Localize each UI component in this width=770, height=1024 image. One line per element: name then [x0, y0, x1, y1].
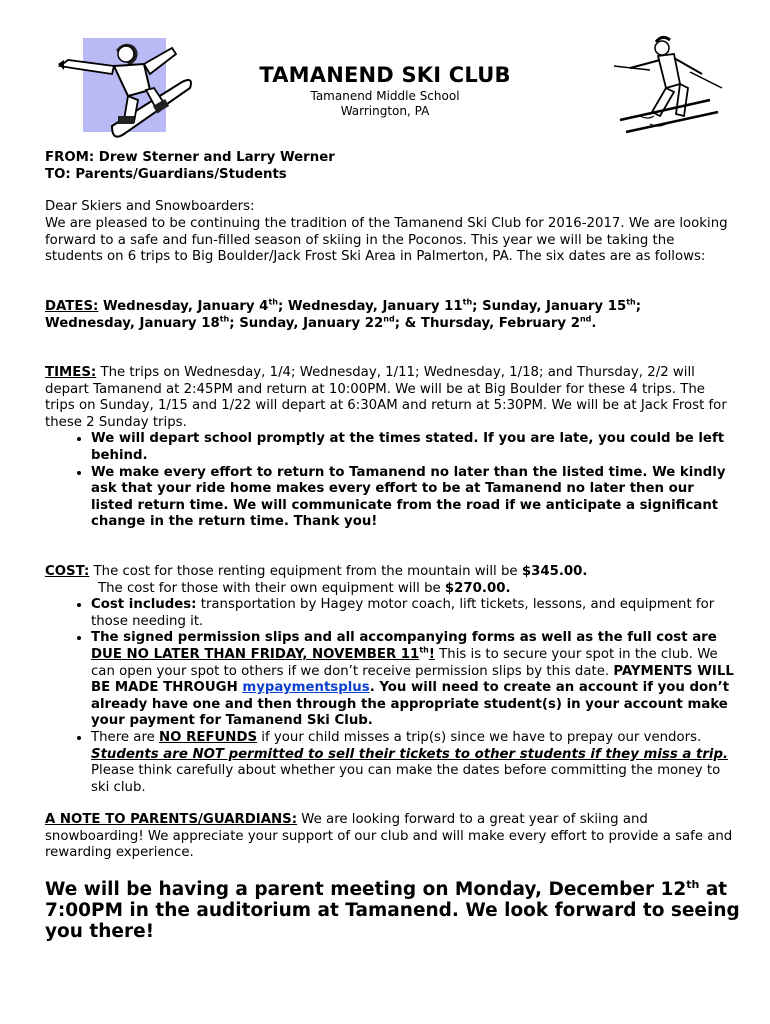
deadline: DUE NO LATER THAN FRIDAY, NOVEMBER 11: [91, 646, 420, 662]
list-item: • Cost includes: transportation by Hagey motor coach, lift tickets, lessons, and equipment for those needing it.: [91, 597, 735, 630]
intro-paragraph: We are pleased to be continuing the tradition of the Tamanend Ski Club for 2016-2017. We are looking forward to a safe and fun-filled season of skiing in the Poconos. This year we will be taking the students on 6 trips to Big Boulder/Jack Frost Ski Area in Palmerton, PA. The six dates are as follows:: [45, 216, 728, 265]
cost-list: [45, 597, 735, 796]
club-title: TAMANEND SKI CLUB: [259, 63, 511, 87]
mypaymentsplus-link[interactable]: mypaymentsplus: [242, 680, 370, 696]
times-label: TIMES:: [45, 365, 97, 380]
cost-section: [45, 564, 735, 796]
school-name: Tamanend Middle School: [310, 89, 460, 103]
school-location: Warrington, PA: [340, 104, 430, 118]
list-item: • We will depart school promptly at the times stated. If you are late, you could be left behind.: [91, 431, 735, 464]
to-line: TO: Parents/Guardians/Students: [45, 167, 287, 182]
from-line: FROM: Drew Sterner and Larry Werner: [45, 150, 335, 165]
greeting: Dear Skiers and Snowboarders:: [45, 199, 255, 214]
list-item: • We make every effort to return to Tamanend no later than the listed time. We kindly ask that your ride home makes every effort to be at Tamanend no later then our listed return time. We will communicate from the road if we anticipate a significant change in the return time. Thank you!: [91, 465, 735, 531]
own-price: $270.00.: [444, 580, 511, 596]
times-list: [45, 431, 735, 531]
own-equipment-line: The cost for those with their own equipment will be $270.00.: [98, 580, 511, 596]
cost-paragraph: COST: The cost for those renting equipment from the mountain will be $345.00.: [45, 564, 588, 579]
list-item: • There are NO REFUNDS if your child misses a trip(s) since we have to prepay our vendors. Students are NOT permitted to sell their tickets to other students if they miss a trip. Please think carefully about whether you can make the dates before committing the money to ski club.: [91, 730, 735, 796]
times-paragraph: TIMES: The trips on Wednesday, 1/4; Wednesday, 1/11; Wednesday, 1/18; and Thursday, 2/2 will depart Tamanend at 2:45PM and return at 10:00PM. We will be at Big Boulder for these 4 trips. The trips on Sunday, 1/15 and 1/22 will depart at 6:30AM and return at 5:30PM. We will be at Jack Frost for these 2 Sunday trips.: [45, 365, 727, 430]
dates-paragraph: DATES: Wednesday, January 4th; Wednesday, January 11th; Sunday, January 15th; Wednesday, January 18th; Sunday, January 22nd; & Thursday, February 2nd.: [45, 297, 642, 331]
cost-label: COST:: [45, 564, 90, 579]
note-paragraph: A NOTE TO PARENTS/GUARDIANS: We are looking forward to a great year of skiing and snowboarding! We appreciate your support of our club and will make every effort to provide a safe and rewarding experience.: [45, 812, 733, 861]
rent-price: $345.00.: [521, 564, 588, 579]
dates-label: DATES:: [45, 299, 99, 314]
times-section: [45, 365, 735, 531]
meeting-announcement: We will be having a parent meeting on Monday, December 12th at 7:00PM in the auditorium at Tamanend. We look forward to seeing you there!: [45, 877, 740, 942]
note-label: A NOTE TO PARENTS/GUARDIANS:: [45, 812, 298, 827]
list-item: • The signed permission slips and all accompanying forms as well as the full cost are DUE NO LATER THAN FRIDAY, NOVEMBER 11th! This is to secure your spot in the club. We can open your spot to others if we don’t receive permission slips by this date. PAYMENTS WILL BE MADE THROUGH mypaymentsplus. You will need to create an account if you don’t already have one and then through the appropriate student(s) in your account make your payment for Tamanend Ski Club.: [91, 630, 735, 730]
